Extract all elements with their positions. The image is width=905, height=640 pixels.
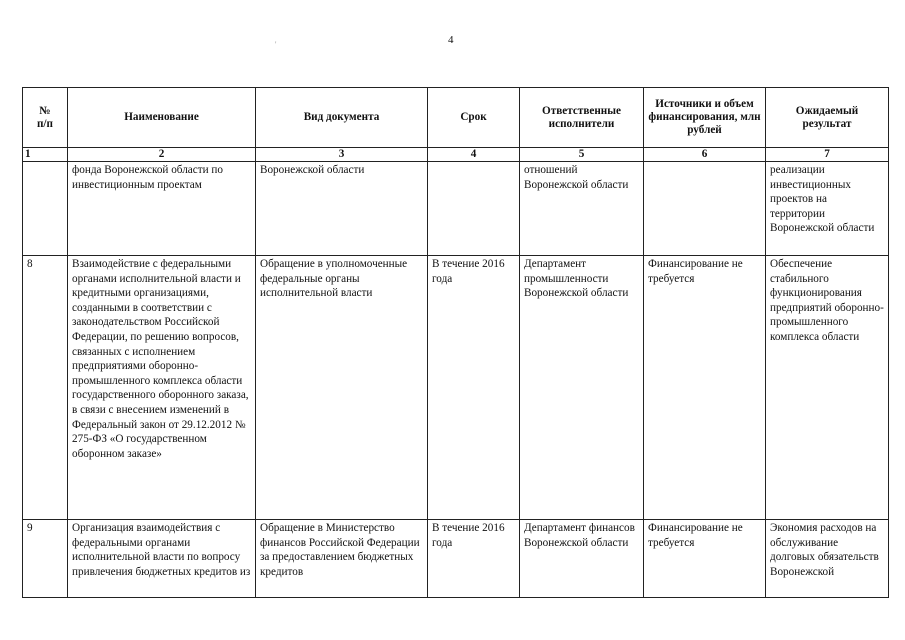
header-funding: Источники и объем финансирования, млн рублей bbox=[644, 88, 766, 148]
header-row bbox=[23, 88, 889, 148]
col-number: 3 bbox=[256, 148, 428, 162]
header-number: № п/п bbox=[23, 88, 68, 148]
cell-name: Взаимодействие с федеральными органами исполнительной власти и кредитными организациями, созданными в соответствии с законодательством Российской Федерации, по решению вопросов, связанных с исполнением предприятиями оборонно-промышленного комплекса области государственного оборонного заказа, в связи с внесением изменений в Федеральный закон от 29.12.2012 № 275-ФЗ «О государственном оборонном заказе» bbox=[68, 256, 256, 520]
cell-text: 9 bbox=[27, 522, 33, 534]
cell-result: Обеспечение стабильного функционирования предприятий оборонно-промышленного комплекса области bbox=[766, 256, 889, 520]
cell-executors bbox=[520, 520, 644, 598]
cell-text: Финансирование не требуется bbox=[648, 522, 743, 549]
cell-num bbox=[23, 520, 68, 598]
column-number-row bbox=[23, 148, 889, 162]
cell-num bbox=[23, 162, 68, 256]
cell-doc-type bbox=[256, 520, 428, 598]
cell-doc-type: Воронежской области bbox=[256, 162, 428, 256]
cell-text: Организация взаимодействия с федеральными органами исполнительной власти по вопросу привлечения бюджетных кредитов из bbox=[72, 522, 251, 578]
header-executors: Ответственные исполнители bbox=[520, 88, 644, 148]
cell-num: 8 bbox=[23, 256, 68, 520]
table-row bbox=[23, 520, 889, 598]
col-number: 6 bbox=[644, 148, 766, 162]
cell-term bbox=[428, 162, 520, 256]
scan-speck: ' bbox=[275, 40, 277, 49]
header-result: Ожидаемый результат bbox=[766, 88, 889, 148]
cell-text: Департамент финансов Воронежской области bbox=[524, 522, 635, 549]
col-number: 7 bbox=[766, 148, 889, 162]
header-name: Наименование bbox=[68, 88, 256, 148]
header-term: Срок bbox=[428, 88, 520, 148]
table-row bbox=[23, 256, 889, 520]
cell-executors: отношений Воронежской области bbox=[520, 162, 644, 256]
cell-result: реализации инвестиционных проектов на территории Воронежской области bbox=[766, 162, 889, 256]
cell-executors: Департамент промышленности Воронежской области bbox=[520, 256, 644, 520]
page-number: 4 bbox=[448, 34, 454, 46]
cell-funding bbox=[644, 520, 766, 598]
cell-text: Экономия расходов на обслуживание долговых обязательств Воронежской bbox=[770, 522, 879, 578]
cell-doc-type: Обращение в уполномоченные федеральные органы исполнительной власти bbox=[256, 256, 428, 520]
cell-text: Обращение в Министерство финансов Российской Федерации за предоставлением бюджетных кредитов bbox=[260, 522, 420, 578]
table-row bbox=[23, 162, 889, 256]
cell-funding bbox=[644, 162, 766, 256]
col-number: 1 bbox=[23, 148, 68, 162]
cell-funding: Финансирование не требуется bbox=[644, 256, 766, 520]
cell-name bbox=[68, 520, 256, 598]
cell-term bbox=[428, 520, 520, 598]
col-number: 5 bbox=[520, 148, 644, 162]
header-doc-type: Вид документа bbox=[256, 88, 428, 148]
plan-table bbox=[22, 87, 889, 598]
cell-text: В течение 2016 года bbox=[432, 522, 505, 549]
cell-result bbox=[766, 520, 889, 598]
cell-term: В течение 2016 года bbox=[428, 256, 520, 520]
col-number: 4 bbox=[428, 148, 520, 162]
col-number: 2 bbox=[68, 148, 256, 162]
cell-name: фонда Воронежской области по инвестиционным проектам bbox=[68, 162, 256, 256]
